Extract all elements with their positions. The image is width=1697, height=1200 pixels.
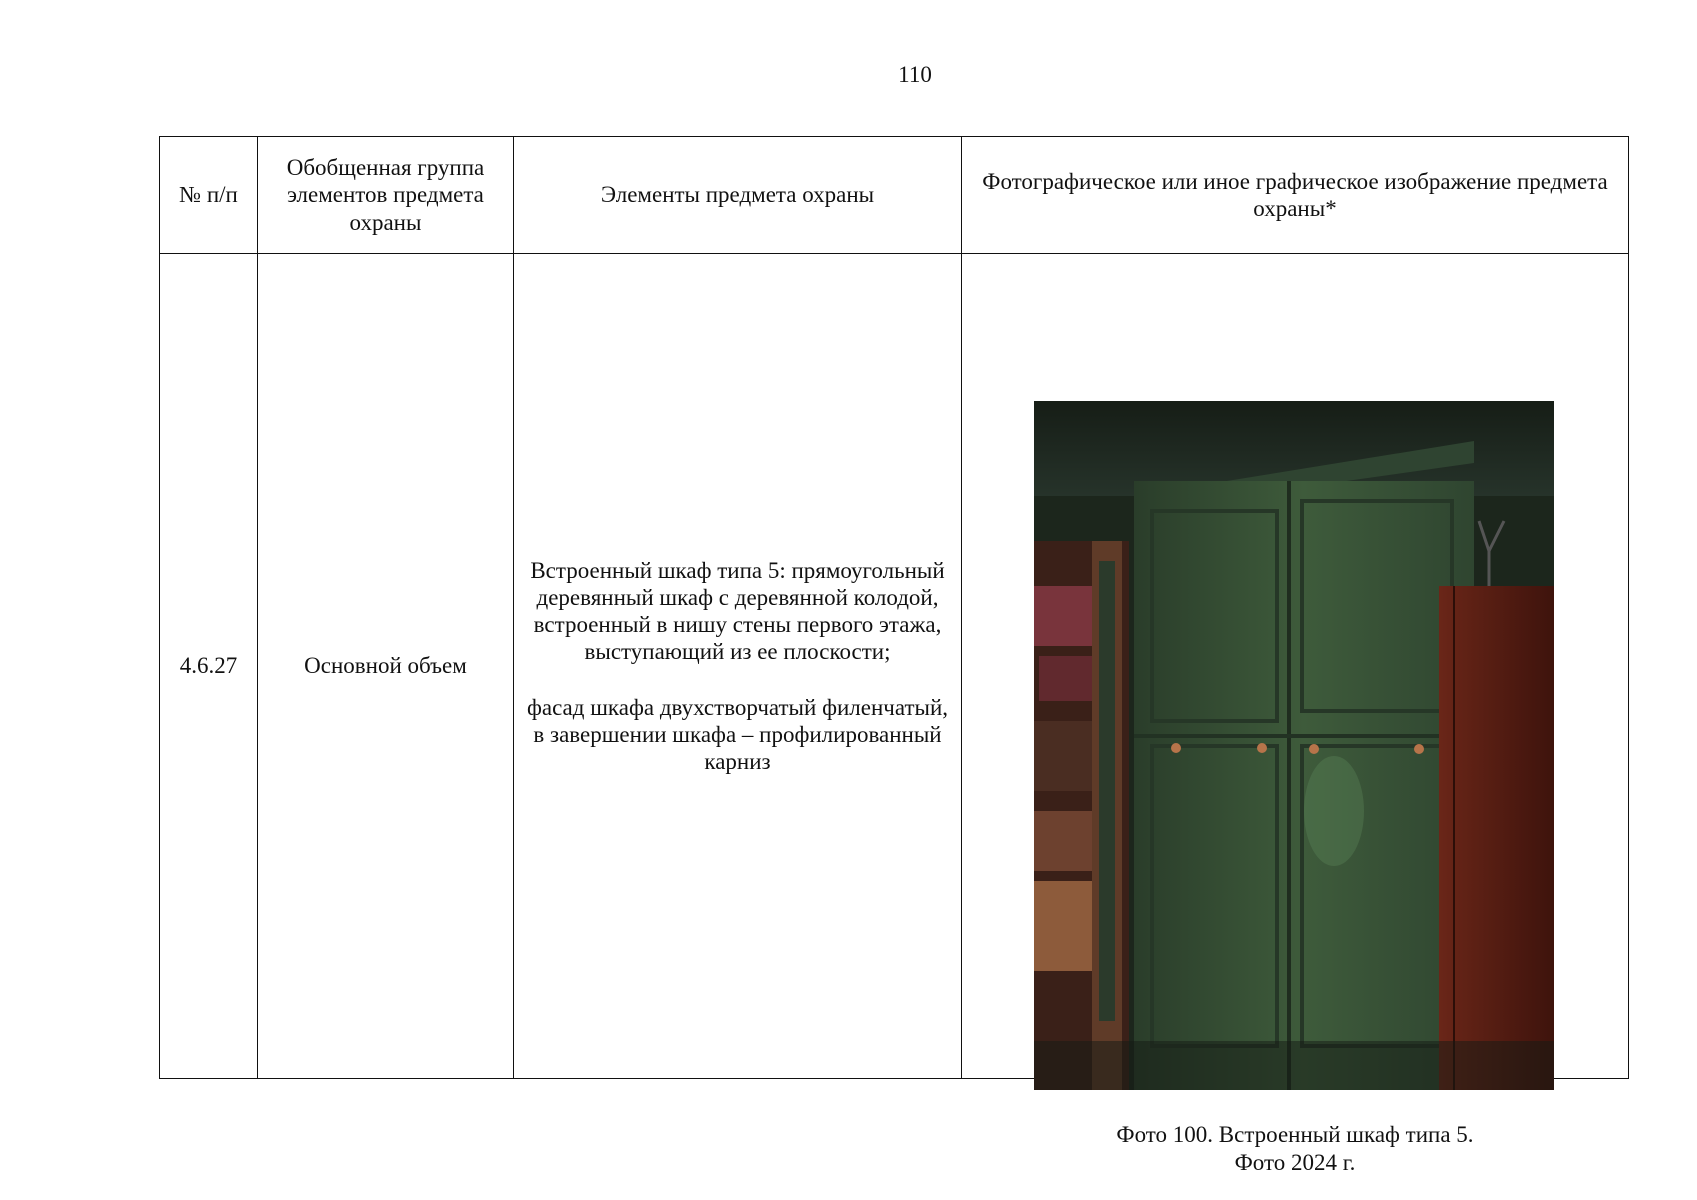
cabinet-photo-illustration <box>1034 401 1554 1090</box>
elements-paragraph-1: Встроенный шкаф типа 5: прямоугольный деревянный шкаф с деревянной колодой, встроенный в нишу стены первого этажа, выступающий из ее плоскости; <box>530 558 945 665</box>
row-group: Основной объем <box>258 254 514 1079</box>
page-number: 110 <box>898 62 932 87</box>
row-elements <box>514 254 962 1079</box>
table-row <box>160 254 1629 1079</box>
row-num: 4.6.27 <box>160 254 258 1079</box>
header-photo: Фотографическое или иное графическое изображение предмета охраны* <box>962 137 1629 254</box>
elements-paragraph-2: фасад шкафа двухстворчатый филенчатый, в завершении шкафа – профилированный карниз <box>526 694 949 774</box>
caption-line-2: Фото 2024 г. <box>1234 1150 1356 1176</box>
photo-caption <box>962 1121 1628 1177</box>
row-photo-cell <box>962 254 1629 1176</box>
header-elements: Элементы предмета охраны <box>514 137 962 254</box>
header-num: № п/п <box>160 137 258 254</box>
protection-elements-table <box>159 136 1629 1176</box>
table-header-row <box>160 137 1629 254</box>
caption-line-1: Фото 100. Встроенный шкаф типа 5. <box>1116 1122 1474 1147</box>
cabinet-photo <box>1034 401 1554 1090</box>
header-group: Обобщенная группа элементов предмета охраны <box>258 137 514 254</box>
